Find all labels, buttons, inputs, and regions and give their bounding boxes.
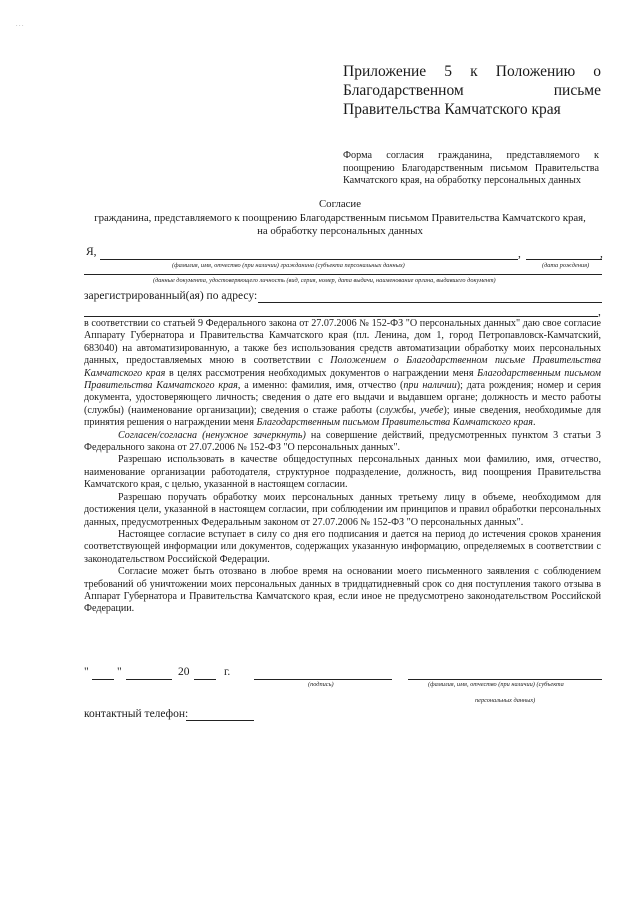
address-field-line-1[interactable] (258, 302, 602, 303)
contact-phone-label: контактный телефон: (84, 708, 189, 720)
comma: , (600, 248, 603, 260)
signer-name-caption-cont: персональных данных) (475, 697, 536, 704)
date-quote-open: " (84, 666, 89, 678)
signer-name-field-line[interactable] (408, 679, 602, 680)
paragraph-purpose: в соответствии со статьей 9 Федерального закона от 27.07.2006 № 152-ФЗ "О персональных данных" даю свое согласие Аппарату Губернатора и Правительства Камчатского края (пл. Ленина, дом 1, город Петропавловск-Камчатский, 683040) на автоматизированную, а также без использования средств автоматизации обработку моих персональных данных, предоставляемых мною в соответствии с Положением о Благодарственном письме Правительства Камчатского края в целях рассмотрения необходимых документов о награждении меня Благодарственным письмом Правительства Камчатского края, а именно: фамилия, имя, отчество (при наличии); дата рождения; номер и серия документа, удостоверяющего личность; сведения о дате его выдачи и выдавшем органе; должность и место работы (службы) (наименование организации); сведения о стаже работы (службы, учебе); иные сведения, необходимые для принятия решения о награждении меня Благодарственным письмом Правительства Камчатского края. (84, 318, 602, 429)
name-field-line[interactable] (100, 259, 518, 260)
paragraph-third-party: Разрешаю поручать обработку моих персональных данных третьему лицу в объеме, необходимом для достижения цели, указанной в настоящем согласии, при соблюдении им принципов и правил обработки персональных данных, предусмотренных Федеральным законом от 27.07.2006 № 152-ФЗ "О персональных данных". (84, 491, 601, 528)
appendix-heading: Приложение 5 к Положению о Благодарственном письме Правительства Камчатского края (343, 63, 601, 118)
address-field-line-2[interactable] (84, 316, 598, 317)
name-caption: (фамилия, имя, отчество (при наличии) гражданина (субъекта персональных данных) (172, 262, 405, 269)
paragraph-public-data: Разрешаю использовать в качестве общедоступных персональных данных мои фамилию, имя, отчество, наименование организации работодателя, структурное подразделение, должность, вид поощрения Правительства Камчатского края, с целью, указанной в настоящем согласии. (84, 454, 601, 491)
paragraph-validity: Настоящее согласие вступает в силу со дня его подписания и дается на период до истечения сроков хранения соответствующей информации или документов, содержащих указанную информацию, определяемых в соответствии с законодательством Российской Федерации. (84, 528, 601, 565)
year-suffix: г. (224, 666, 231, 678)
year-prefix: 20 (178, 666, 190, 678)
document-caption: (данные документа, удостоверяющего личность (вид, серия, номер, дата выдачи, наименование органа, выдавшего документ) (153, 277, 496, 284)
year-field-line[interactable] (194, 679, 216, 680)
consent-subtitle-2: на обработку персональных данных (257, 225, 423, 237)
comma: , (518, 248, 521, 260)
consent-title: Согласие (318, 198, 362, 210)
registered-label: зарегистрированный(ая) по адресу: (84, 290, 258, 302)
birthdate-caption: (дата рождения) (542, 262, 590, 269)
signer-name-caption: (фамилия, имя, отчество (при наличии) (субъекта (428, 681, 564, 688)
contact-phone-field-line[interactable] (186, 720, 254, 721)
paragraph-revocation: Согласие может быть отозвано в любое время на основании моего письменного заявления с соблюдением требований об уничтожении моих персональных данных в тридцатидневный срок со дня поступления такого отзыва в Аппарат Губернатора и Правительства Камчатского края, если иное не предусмотрено законодательством Российской Федерации. (84, 566, 601, 615)
signature-field-line[interactable] (254, 679, 392, 680)
paragraph-agreement: Согласен/согласна (ненужное зачеркнуть) на совершение действий, предусмотренных пунктом 3 статьи 3 Федерального закона от 27.07.2006 № 152-ФЗ "О персональных данных". (84, 429, 601, 454)
ya-label: Я, (86, 246, 97, 258)
date-quote-close: " (117, 666, 122, 678)
comma: , (598, 306, 601, 318)
document-field-line[interactable] (84, 274, 602, 275)
form-description: Форма согласия гражданина, представляемого к поощрению Благодарственным письмом Правительства Камчатского края, на обработку персональных данных (343, 150, 599, 186)
scan-specks: . . . (16, 22, 24, 28)
birthdate-field-line[interactable] (526, 259, 602, 260)
consent-subtitle-1: гражданина, представляемого к поощрению Благодарственным письмом Правительства Камчатского края, (94, 212, 586, 224)
consent-body (84, 318, 601, 616)
day-field-line[interactable] (92, 679, 114, 680)
signature-caption: (подпись) (308, 681, 334, 688)
month-field-line[interactable] (126, 679, 172, 680)
